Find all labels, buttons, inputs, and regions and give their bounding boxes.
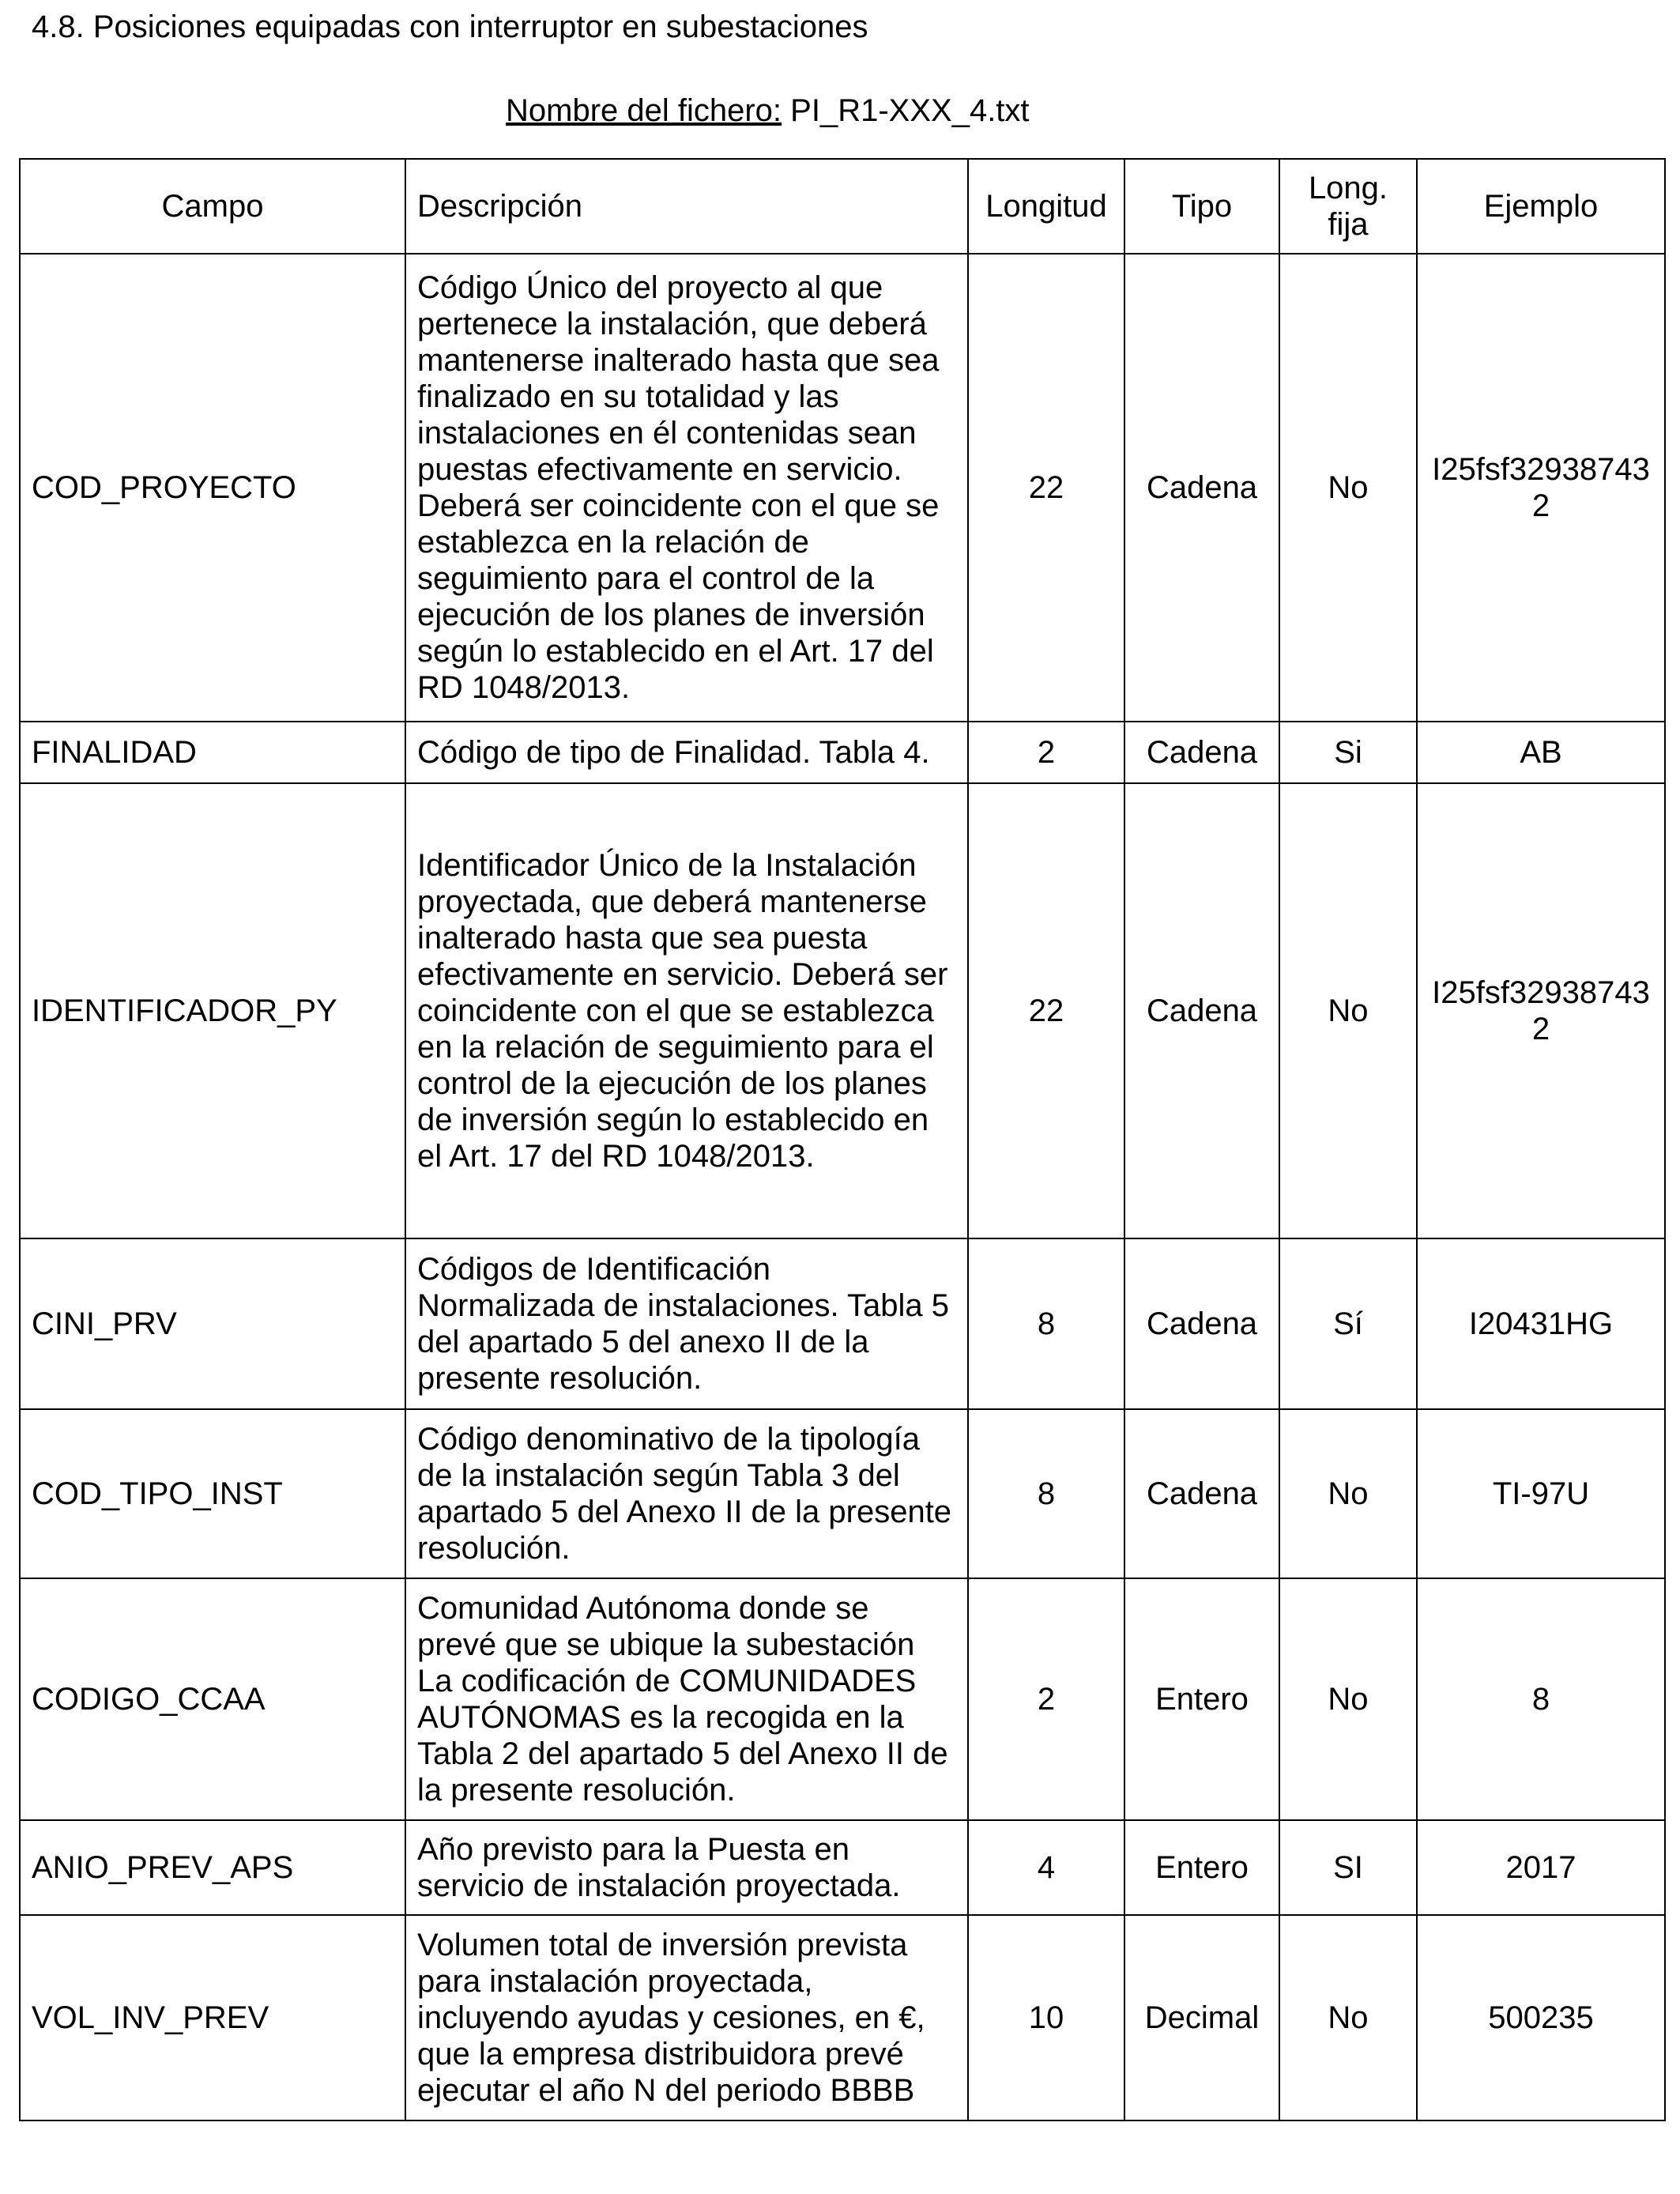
header-field: Campo — [20, 159, 405, 254]
file-name-label: Nombre del fichero: — [506, 93, 782, 128]
table-row — [20, 722, 1665, 783]
field-type: Decimal — [1124, 1915, 1279, 2120]
field-name: VOL_INV_PREV — [20, 1915, 405, 2120]
field-fixed-length: No — [1279, 1409, 1417, 1578]
file-name-line — [506, 89, 1030, 133]
table-row — [20, 1820, 1665, 1915]
section-title: 4.8. Posiciones equipadas con interruptor en subestaciones — [32, 9, 868, 44]
field-name: IDENTIFICADOR_PY — [20, 783, 405, 1238]
field-description: Comunidad Autónoma donde se prevé que se ubique la subestación La codificación de COMUNIDADES AUTÓNOMAS es la recogida en la Tabla 2 del apartado 5 del Anexo II de la presente resolución. — [405, 1578, 968, 1820]
header-length: Longitud — [968, 159, 1124, 254]
table-row — [20, 1578, 1665, 1820]
table-header-row — [20, 159, 1665, 254]
field-fixed-length: Sí — [1279, 1238, 1417, 1409]
header-type: Tipo — [1124, 159, 1279, 254]
field-example: 8 — [1417, 1578, 1665, 1820]
file-name-value: PI_R1-XXX_4.txt — [790, 93, 1030, 128]
field-name: CODIGO_CCAA — [20, 1578, 405, 1820]
field-fixed-length: No — [1279, 1915, 1417, 2120]
field-length: 8 — [968, 1238, 1124, 1409]
field-type: Entero — [1124, 1820, 1279, 1915]
field-spec-table — [19, 158, 1666, 2121]
field-example: I20431HG — [1417, 1238, 1665, 1409]
field-example: 500235 — [1417, 1915, 1665, 2120]
field-name: FINALIDAD — [20, 722, 405, 783]
field-type: Cadena — [1124, 1238, 1279, 1409]
field-type: Cadena — [1124, 783, 1279, 1238]
table-row — [20, 1409, 1665, 1578]
field-type: Cadena — [1124, 254, 1279, 722]
field-type: Cadena — [1124, 722, 1279, 783]
field-description: Códigos de Identificación Normalizada de instalaciones. Tabla 5 del apartado 5 del anexo II de la presente resolución. — [405, 1238, 968, 1409]
field-name: ANIO_PREV_APS — [20, 1820, 405, 1915]
table-row — [20, 1238, 1665, 1409]
header-fixed-length — [1279, 159, 1417, 254]
field-example-line1: I25fsf32938743 — [1432, 452, 1650, 487]
field-fixed-length: No — [1279, 254, 1417, 722]
field-length: 4 — [968, 1820, 1124, 1915]
field-example: 2017 — [1417, 1820, 1665, 1915]
header-example: Ejemplo — [1417, 159, 1665, 254]
table-row — [20, 783, 1665, 1238]
header-description: Descripción — [405, 159, 968, 254]
field-length: 10 — [968, 1915, 1124, 2120]
table-row — [20, 254, 1665, 722]
field-fixed-length: Si — [1279, 722, 1417, 783]
field-type: Cadena — [1124, 1409, 1279, 1578]
header-fixed-length-line1: Long. — [1308, 171, 1388, 205]
field-description: Código Único del proyecto al que pertenece la instalación, que deberá mantenerse inalterado hasta que sea finalizado en su totalidad y las instalaciones en él contenidas sean puestas efectivamente en servicio. Deberá ser coincidente con el que se establezca en la relación de seguimiento para el control de la ejecución de los planes de inversión según lo establecido en el Art. 17 del RD 1048/2013. — [405, 254, 968, 722]
field-fixed-length: No — [1279, 1578, 1417, 1820]
field-example-line1: I25fsf32938743 — [1432, 975, 1650, 1010]
field-description: Año previsto para la Puesta en servicio de instalación proyectada. — [405, 1820, 968, 1915]
field-length: 8 — [968, 1409, 1124, 1578]
table-row — [20, 1915, 1665, 2120]
field-name: COD_PROYECTO — [20, 254, 405, 722]
field-length: 22 — [968, 254, 1124, 722]
field-example — [1417, 254, 1665, 722]
field-length: 2 — [968, 1578, 1124, 1820]
field-example-line2: 2 — [1531, 488, 1550, 523]
field-description: Identificador Único de la Instalación proyectada, que deberá mantenerse inalterado hasta que sea puesta efectivamente en servicio. Deberá ser coincidente con el que se establezca en la relación de seguimiento para el control de la ejecución de los planes de inversión según lo establecido en el Art. 17 del RD 1048/2013. — [405, 783, 968, 1238]
field-example: AB — [1417, 722, 1665, 783]
field-description: Volumen total de inversión prevista para instalación proyectada, incluyendo ayudas y cesiones, en €, que la empresa distribuidora prevé ejecutar el año N del periodo BBBB — [405, 1915, 968, 2120]
field-fixed-length: No — [1279, 783, 1417, 1238]
header-fixed-length-line2: fija — [1328, 207, 1369, 242]
field-description: Código denominativo de la tipología de la instalación según Tabla 3 del apartado 5 del Anexo II de la presente resolución. — [405, 1409, 968, 1578]
field-name: CINI_PRV — [20, 1238, 405, 1409]
field-length: 2 — [968, 722, 1124, 783]
field-description: Código de tipo de Finalidad. Tabla 4. — [405, 722, 968, 783]
field-example: TI-97U — [1417, 1409, 1665, 1578]
field-length: 22 — [968, 783, 1124, 1238]
field-example-line2: 2 — [1531, 1012, 1550, 1046]
field-type: Entero — [1124, 1578, 1279, 1820]
field-name: COD_TIPO_INST — [20, 1409, 405, 1578]
field-fixed-length: SI — [1279, 1820, 1417, 1915]
field-example — [1417, 783, 1665, 1238]
